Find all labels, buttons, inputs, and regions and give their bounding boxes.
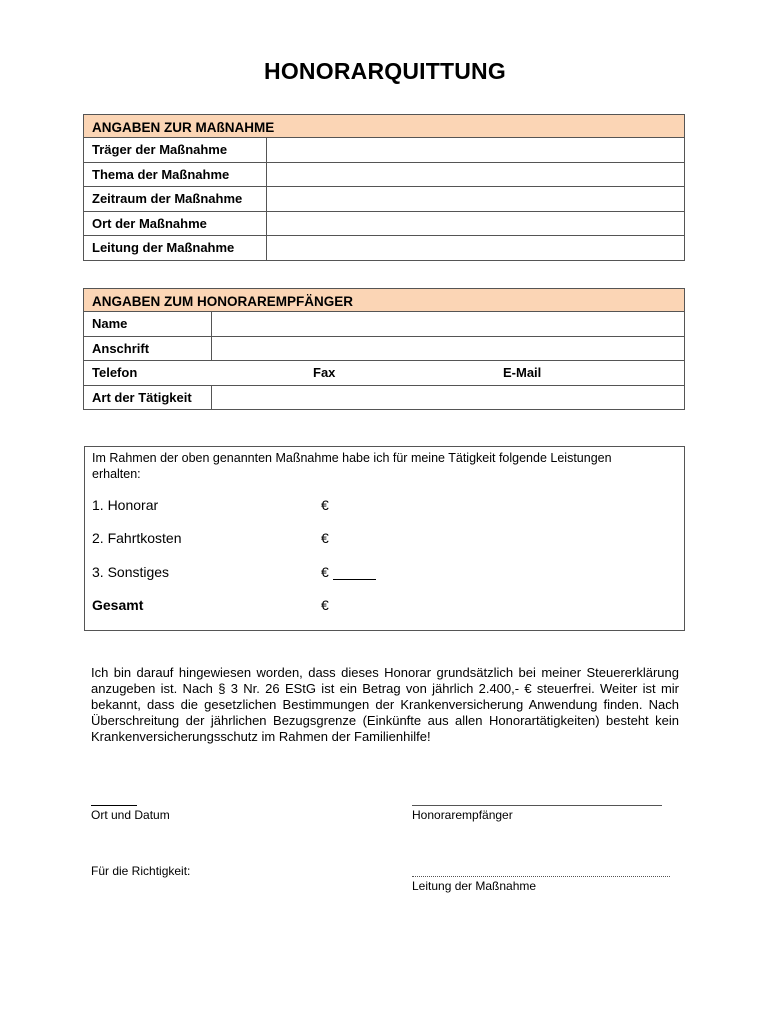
other-amount-blank[interactable] [333,566,376,580]
legal-notice: Ich bin darauf hingewiesen worden, dass dieses Honorar grundsätzlich bei meiner Steuererklärung anzugeben ist. Nach § 3 Nr. 26 EStG ist ein Betrag von jährlich 2.400,- € steuerfrei. Weiter ist mir bekannt, dass die gesetzlichen Bestimmungen der Krankenversicherung Anwendung finden. Nach Überschreitung der jährlichen Bezugsgrenze (Einkünfte aus allen Honorartätigkeiten) besteht kein Krankenversicherungsschutz im Rahmen der Familienhilfe! [91,665,679,744]
section-recipient [83,288,685,410]
other-amount-field[interactable] [321,564,376,580]
section-measure [83,114,685,261]
field-row-period [84,187,684,212]
field-row-leader [84,236,684,261]
field-label: Leitung der Maßnahme [84,236,267,260]
field-row-topic [84,163,684,188]
field-label: Name [84,312,212,336]
payment-item-other: 3. Sonstiges [92,564,170,580]
field-row-phone [84,361,684,386]
field-label: Telefon [92,365,138,380]
topic-field[interactable] [267,163,684,187]
field-row-address [84,337,684,362]
field-row-location [84,212,684,237]
field-label: Ort der Maßnahme [84,212,267,236]
field-row-sponsor [84,138,684,163]
place-date-caption: Ort und Datum [91,808,170,822]
location-field[interactable] [267,212,684,236]
place-date-signature-line[interactable] [91,805,137,806]
phone-fax-email-fields[interactable] [212,361,684,385]
field-row-activity [84,386,684,411]
field-label: Zeitraum der Maßnahme [84,187,267,211]
leader-field[interactable] [267,236,684,260]
fax-label: Fax [313,365,336,380]
page-title: HONORARQUITTUNG [264,58,506,84]
period-field[interactable] [267,187,684,211]
payment-item-travel: 2. Fahrtkosten [92,530,182,546]
recipient-signature-line[interactable] [412,805,662,806]
field-label: Art der Tätigkeit [84,386,212,410]
currency-symbol: € [321,497,329,513]
activity-field[interactable] [212,386,684,410]
correctness-caption: Für die Richtigkeit: [91,864,191,878]
currency-symbol: € [321,530,329,546]
payment-item-total: Gesamt [92,597,144,613]
email-label: E-Mail [503,365,542,380]
field-label: Thema der Maßnahme [84,163,267,187]
field-row-name [84,312,684,337]
address-field[interactable] [212,337,684,361]
name-field[interactable] [212,312,684,336]
currency-symbol: € [321,597,329,613]
section-recipient-heading: ANGABEN ZUM HONORAREMPFÄNGER [83,288,685,312]
fee-amount-field[interactable] [321,497,329,513]
total-amount-field[interactable] [321,597,329,613]
field-label: Träger der Maßnahme [84,138,267,162]
leader-signature-line[interactable] [412,876,670,877]
recipient-caption: Honorarempfänger [412,808,513,822]
payment-item-fee: 1. Honorar [92,497,159,513]
currency-symbol: € [321,564,329,580]
sponsor-field[interactable] [267,138,684,162]
payments-intro: Im Rahmen der oben genannten Maßnahme habe ich für meine Tätigkeit folgende Leistungen erhalten: [92,451,612,481]
travel-amount-field[interactable] [321,530,329,546]
field-label: Anschrift [84,337,212,361]
leader-caption: Leitung der Maßnahme [412,879,537,893]
payments-box [84,446,685,631]
section-measure-heading: ANGABEN ZUR MAßNAHME [83,114,685,138]
